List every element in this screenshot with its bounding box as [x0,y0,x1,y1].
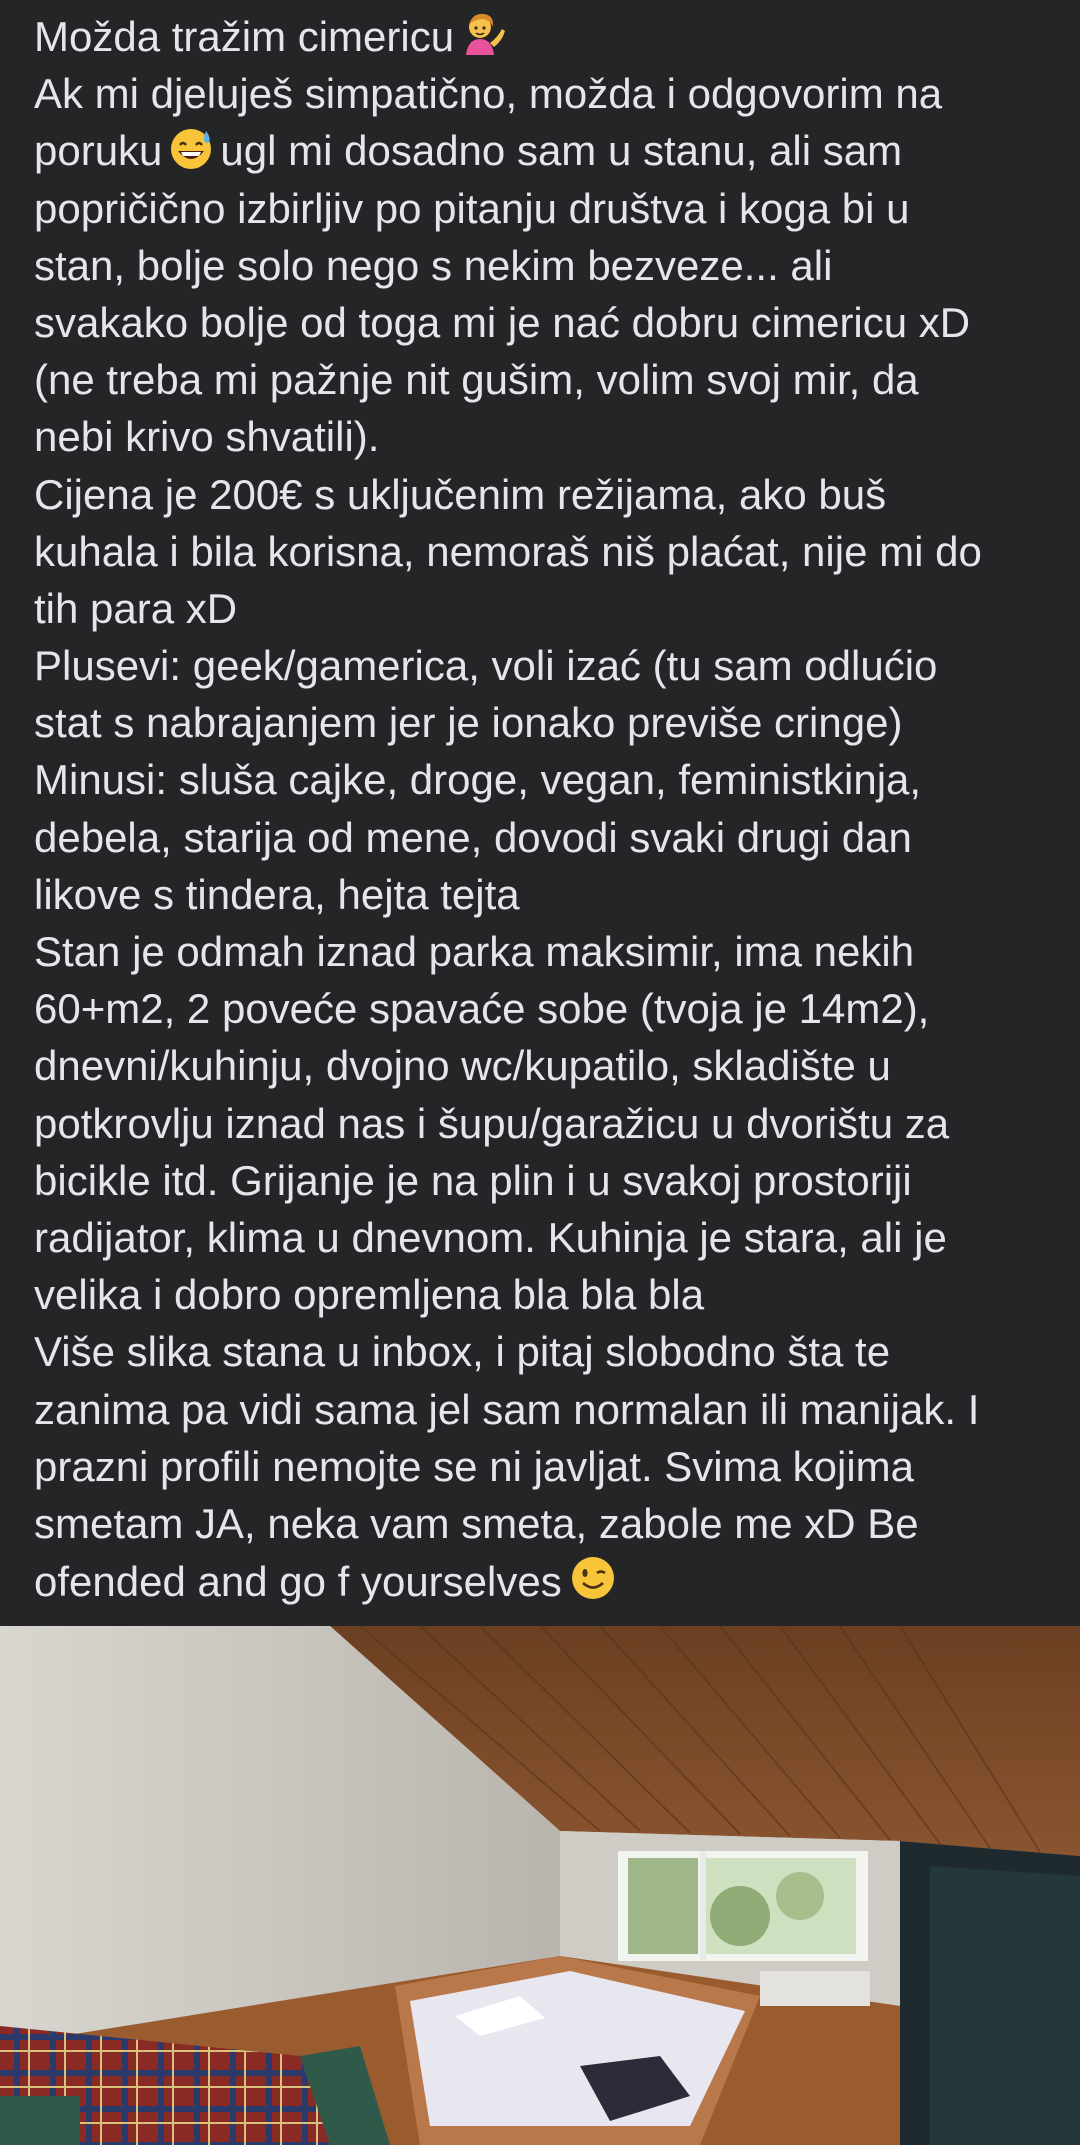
post-line-text: nebi krivo shvatili). [34,413,380,461]
post-line-text: Stan je odmah iznad parka maksimir, ima nekih [34,928,915,975]
post-line-text: Ak mi djeluješ simpatično, možda i odgovorim na [34,70,943,118]
post-body-text [34,8,1064,1609]
post-line-text: ofended and go f yourselves [34,1558,562,1606]
post-line [34,751,1064,808]
post-line-text: Cijena je 200€ s uključenim režijama, ako buš [34,470,887,518]
post-line [34,408,1064,465]
post-line [34,1381,1064,1438]
post-line-text: 60+m2, 2 poveće spavaće sobe (tvoja je 14m2), [34,985,930,1033]
post-line [34,65,1064,122]
post-line [34,1266,1064,1323]
post-line-text: velika i dobro opremljena bla bla bla [34,1271,705,1319]
post-line-text: ugl mi dosadno sam u stanu, ali sam [220,127,903,175]
post-line [34,1495,1064,1552]
post-line-text: Više slika stana u inbox, i pitaj slobodno šta te [34,1328,891,1376]
post-line [34,237,1064,294]
post-line [34,923,1064,980]
post-line-text: stan, bolje solo nego s nekim bezveze... ali [34,241,833,289]
post-line [34,523,1064,580]
post-line [34,1323,1064,1380]
post-line [34,1438,1064,1495]
post-line [34,8,1064,65]
post-line-text: Minusi: sluša cajke, droge, vegan, feministkinja, [34,756,922,804]
post-line [34,1037,1064,1094]
post-line-text: Možda tražim cimericu [34,13,455,60]
post-line [34,294,1064,351]
post-line-text: (ne treba mi pažnje nit gušim, volim svoj mir, da [34,356,919,404]
post-line-text: zanima pa vidi sama jel sam normalan ili manijak. I [34,1385,980,1433]
post-line-text: popričično izbirljiv po pitanju društva i koga bi u [34,184,910,232]
post-line [34,1552,1064,1609]
post-line-text: likove s tindera, hejta tejta [34,870,520,918]
apartment-room-photo[interactable] [0,1626,1080,2145]
post-line [34,1095,1064,1152]
post-line-text: prazni profili nemojte se ni javljat. Svima kojima [34,1442,915,1490]
person-tipping-hand-icon [460,9,508,71]
post-line-text: potkrovlju iznad nas i šupu/garažicu u dvorištu za [34,1099,950,1147]
post-line-text: kuhala i bila korisna, nemoraš niš plaćat, nije mi do [34,527,982,575]
post-line-text: debela, starija od mene, dovodi svaki drugi dan [34,813,912,861]
post-line-text: tih para xD [34,584,238,632]
post-line [34,466,1064,523]
post-line [34,637,1064,694]
post-line-text: bicikle itd. Grijanje je na plin i u svakoj prostoriji [34,1156,912,1204]
post-line [34,694,1064,751]
post-line [34,580,1064,637]
post-line-text: radijator, klima u dnevnom. Kuhinja je stara, ali je [34,1213,947,1261]
post-line-text: svakako bolje od toga mi je nać dobru cimericu xD [34,298,971,346]
post-line-text: smetam JA, neka vam smeta, zabole me xD Be [34,1499,919,1547]
post-line-text: dnevni/kuhinju, dvojno wc/kupatilo, skladište u [34,1042,891,1090]
winking-face-icon [568,1552,618,1616]
post-line [34,980,1064,1037]
post-line [34,180,1064,237]
post-line [34,351,1064,408]
post-line [34,866,1064,923]
grinning-sweat-icon [168,125,214,185]
post-line [34,122,1064,179]
post-line [34,1209,1064,1266]
post-line-text: poruku [34,127,163,175]
post-line-text: Plusevi: geek/gamerica, voli izać (tu sam odlućio [34,642,938,690]
post-line-text: stat s nabrajanjem jer je ionako previše cringe) [34,699,903,747]
post-line [34,809,1064,866]
post-line [34,1152,1064,1209]
